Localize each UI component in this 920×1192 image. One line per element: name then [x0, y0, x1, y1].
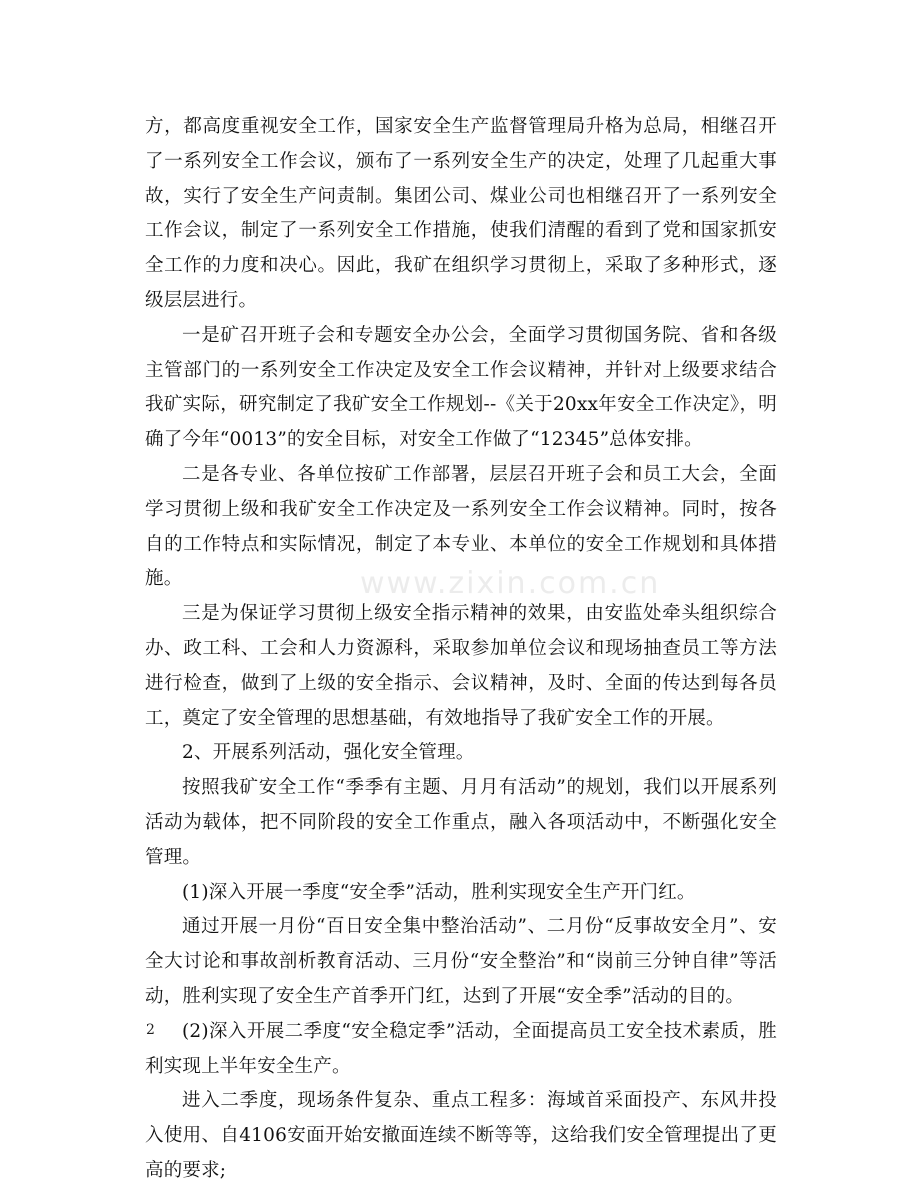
subheading-2: (2)深入开展二季度“安全稳定季”活动，全面提高员工安全技术素质，胜利实现上半年安全生产。 — [145, 1020, 777, 1077]
paragraph-5: 按照我矿安全工作“季季有主题、月月有活动”的规划，我们以开展系列活动为载体，把不同阶段的安全工作重点，融入各项活动中，不断强化安全管理。 — [145, 777, 777, 868]
paragraph-4: 三是为保证学习贯彻上级安全指示精神的效果，由安监处牵头组织综合办、政工科、工会和人力资源科，采取参加单位会议和现场抽查员工等方法进行检查，做到了上级的安全指示、会议精神，及时、全面的传达到每各员工，奠定了安全管理的思想基础，有效地指导了我矿安全工作的开展。 — [145, 603, 777, 729]
watermark: www.zixin.com.cn — [360, 566, 661, 601]
paragraph-1: 方，都高度重视安全工作，国家安全生产监督管理局升格为总局，相继召开了一系列安全工作会议，颁布了一系列安全生产的决定，处理了几起重大事故，实行了安全生产问责制。集团公司、煤业公司也相继召开了一系列安全工作会议，制定了一系列安全工作措施，使我们清醒的看到了党和国家抓安全工作的力度和决心。因此，我矿在组织学习贯彻上，采取了多种形式，逐级层层进行。 — [145, 116, 777, 311]
document-body — [145, 110, 777, 1189]
paragraph-3: 二是各专业、各单位按矿工作部署，层层召开班子会和员工大会，全面学习贯彻上级和我矿安全工作决定及一系列安全工作会议精神。同时，按各自的工作特点和实际情况，制定了本专业、本单位的安全工作规划和具体措施。 — [145, 463, 777, 590]
page-number: 2 — [146, 1022, 155, 1038]
paragraph-2: 一是矿召开班子会和专题安全办公会，全面学习贯彻国务院、省和各级主管部门的一系列安全工作决定及安全工作会议精神，并针对上级要求结合我矿实际，研究制定了我矿安全工作规划--《关于20xx年安全工作决定》，明确了今年“0013”的安全目标，对安全工作做了“12345”总体安排。 — [145, 324, 777, 451]
section-heading-2: 2、开展系列活动，强化安全管理。 — [182, 742, 475, 764]
subheading-1: (1)深入开展一季度“安全季”活动，胜利实现安全生产开门红。 — [182, 881, 696, 903]
paragraph-6: 通过开展一月份“百日安全集中整治活动”、二月份“反事故安全月”、安全大讨论和事故剖析教育活动、三月份“安全整治”和“岗前三分钟自律”等活动，胜利实现了安全生产首季开门红，达到了开展“安全季”活动的目的。 — [145, 916, 777, 1007]
paragraph-7: 进入二季度，现场条件复杂、重点工程多：海域首采面投产、东风井投入使用、自4106安面开始安撤面连续不断等等，这给我们安全管理提出了更高的要求; — [145, 1090, 777, 1181]
